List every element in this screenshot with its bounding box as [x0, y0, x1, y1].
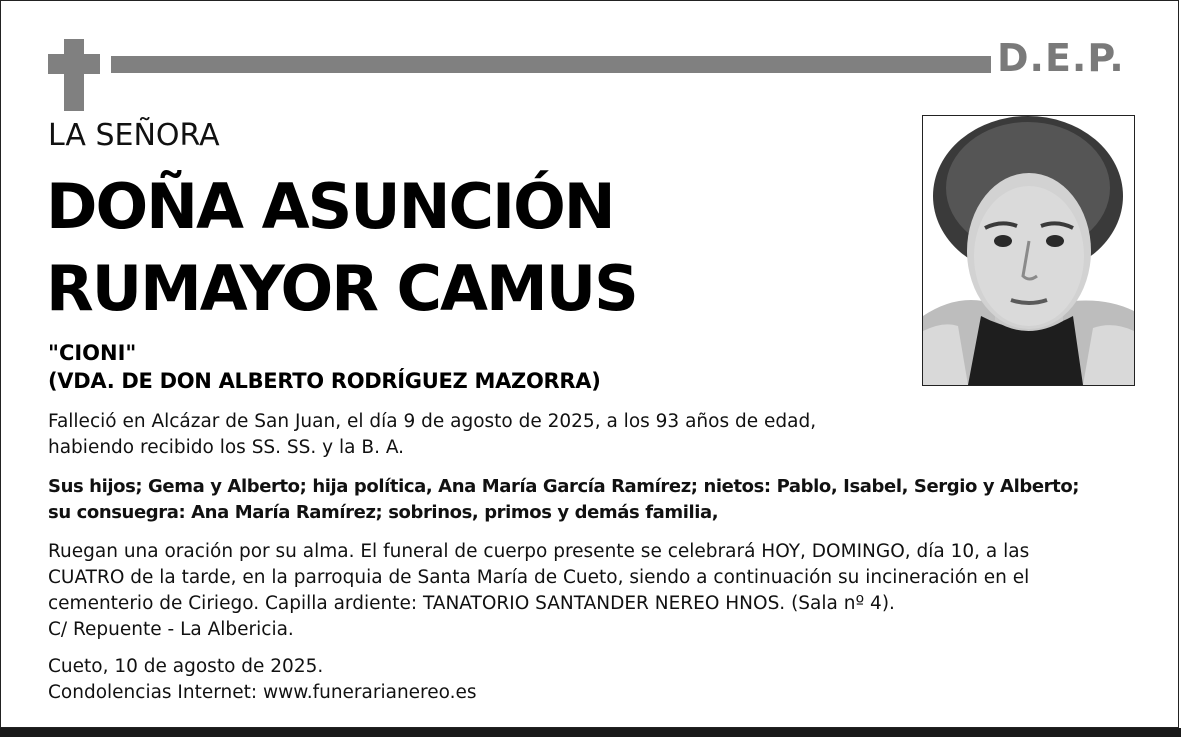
footer — [48, 654, 748, 706]
name-line-2: RUMAYOR CAMUS — [46, 252, 637, 325]
death-notice-line: habiendo recibido los SS. SS. y la B. A. — [48, 437, 405, 458]
cross-icon — [64, 39, 84, 111]
funeral-line: CUATRO de la tarde, en la parroquia de Santa María de Cueto, siendo a continuación su incineración en el — [48, 567, 1030, 588]
portrait-image — [923, 116, 1134, 385]
nickname: "CIONI" — [48, 341, 137, 365]
family-line: Sus hijos; Gema y Alberto; hija política, Ana María García Ramírez; nietos: Pablo, Isabel, Sergio y Alberto; — [48, 476, 1080, 497]
portrait-photo — [922, 115, 1135, 386]
cross-icon-arm — [48, 54, 100, 74]
dep-label: D.E.P. — [997, 36, 1125, 80]
funeral-line: C/ Repuente - La Albericia. — [48, 619, 294, 640]
header-divider — [111, 56, 991, 73]
place-date: Cueto, 10 de agosto de 2025. — [48, 656, 324, 677]
deceased-name — [46, 166, 896, 330]
funeral-line: cementerio de Ciriego. Capilla ardiente: TANATORIO SANTANDER NEREO HNOS. (Sala nº 4). — [48, 593, 895, 614]
condolences-link[interactable]: Condolencias Internet: www.funerarianereo.es — [48, 682, 477, 703]
death-notice — [48, 409, 878, 461]
honorific: LA SEÑORA — [48, 118, 220, 153]
family-line: su consuegra: Ana María Ramírez; sobrinos, primos y demás familia, — [48, 502, 719, 523]
funeral-details — [48, 539, 1158, 643]
family-list — [48, 474, 1158, 526]
funeral-line: Ruegan una oración por su alma. El funeral de cuerpo presente se celebrará HOY, DOMINGO, día 10, a las — [48, 541, 1030, 562]
bottom-border — [0, 728, 1181, 737]
death-notice-line: Falleció en Alcázar de San Juan, el día 9 de agosto de 2025, a los 93 años de edad, — [48, 411, 817, 432]
name-line-1: DOÑA ASUNCIÓN — [46, 170, 614, 243]
widow-of: (VDA. DE DON ALBERTO RODRÍGUEZ MAZORRA) — [48, 369, 601, 393]
